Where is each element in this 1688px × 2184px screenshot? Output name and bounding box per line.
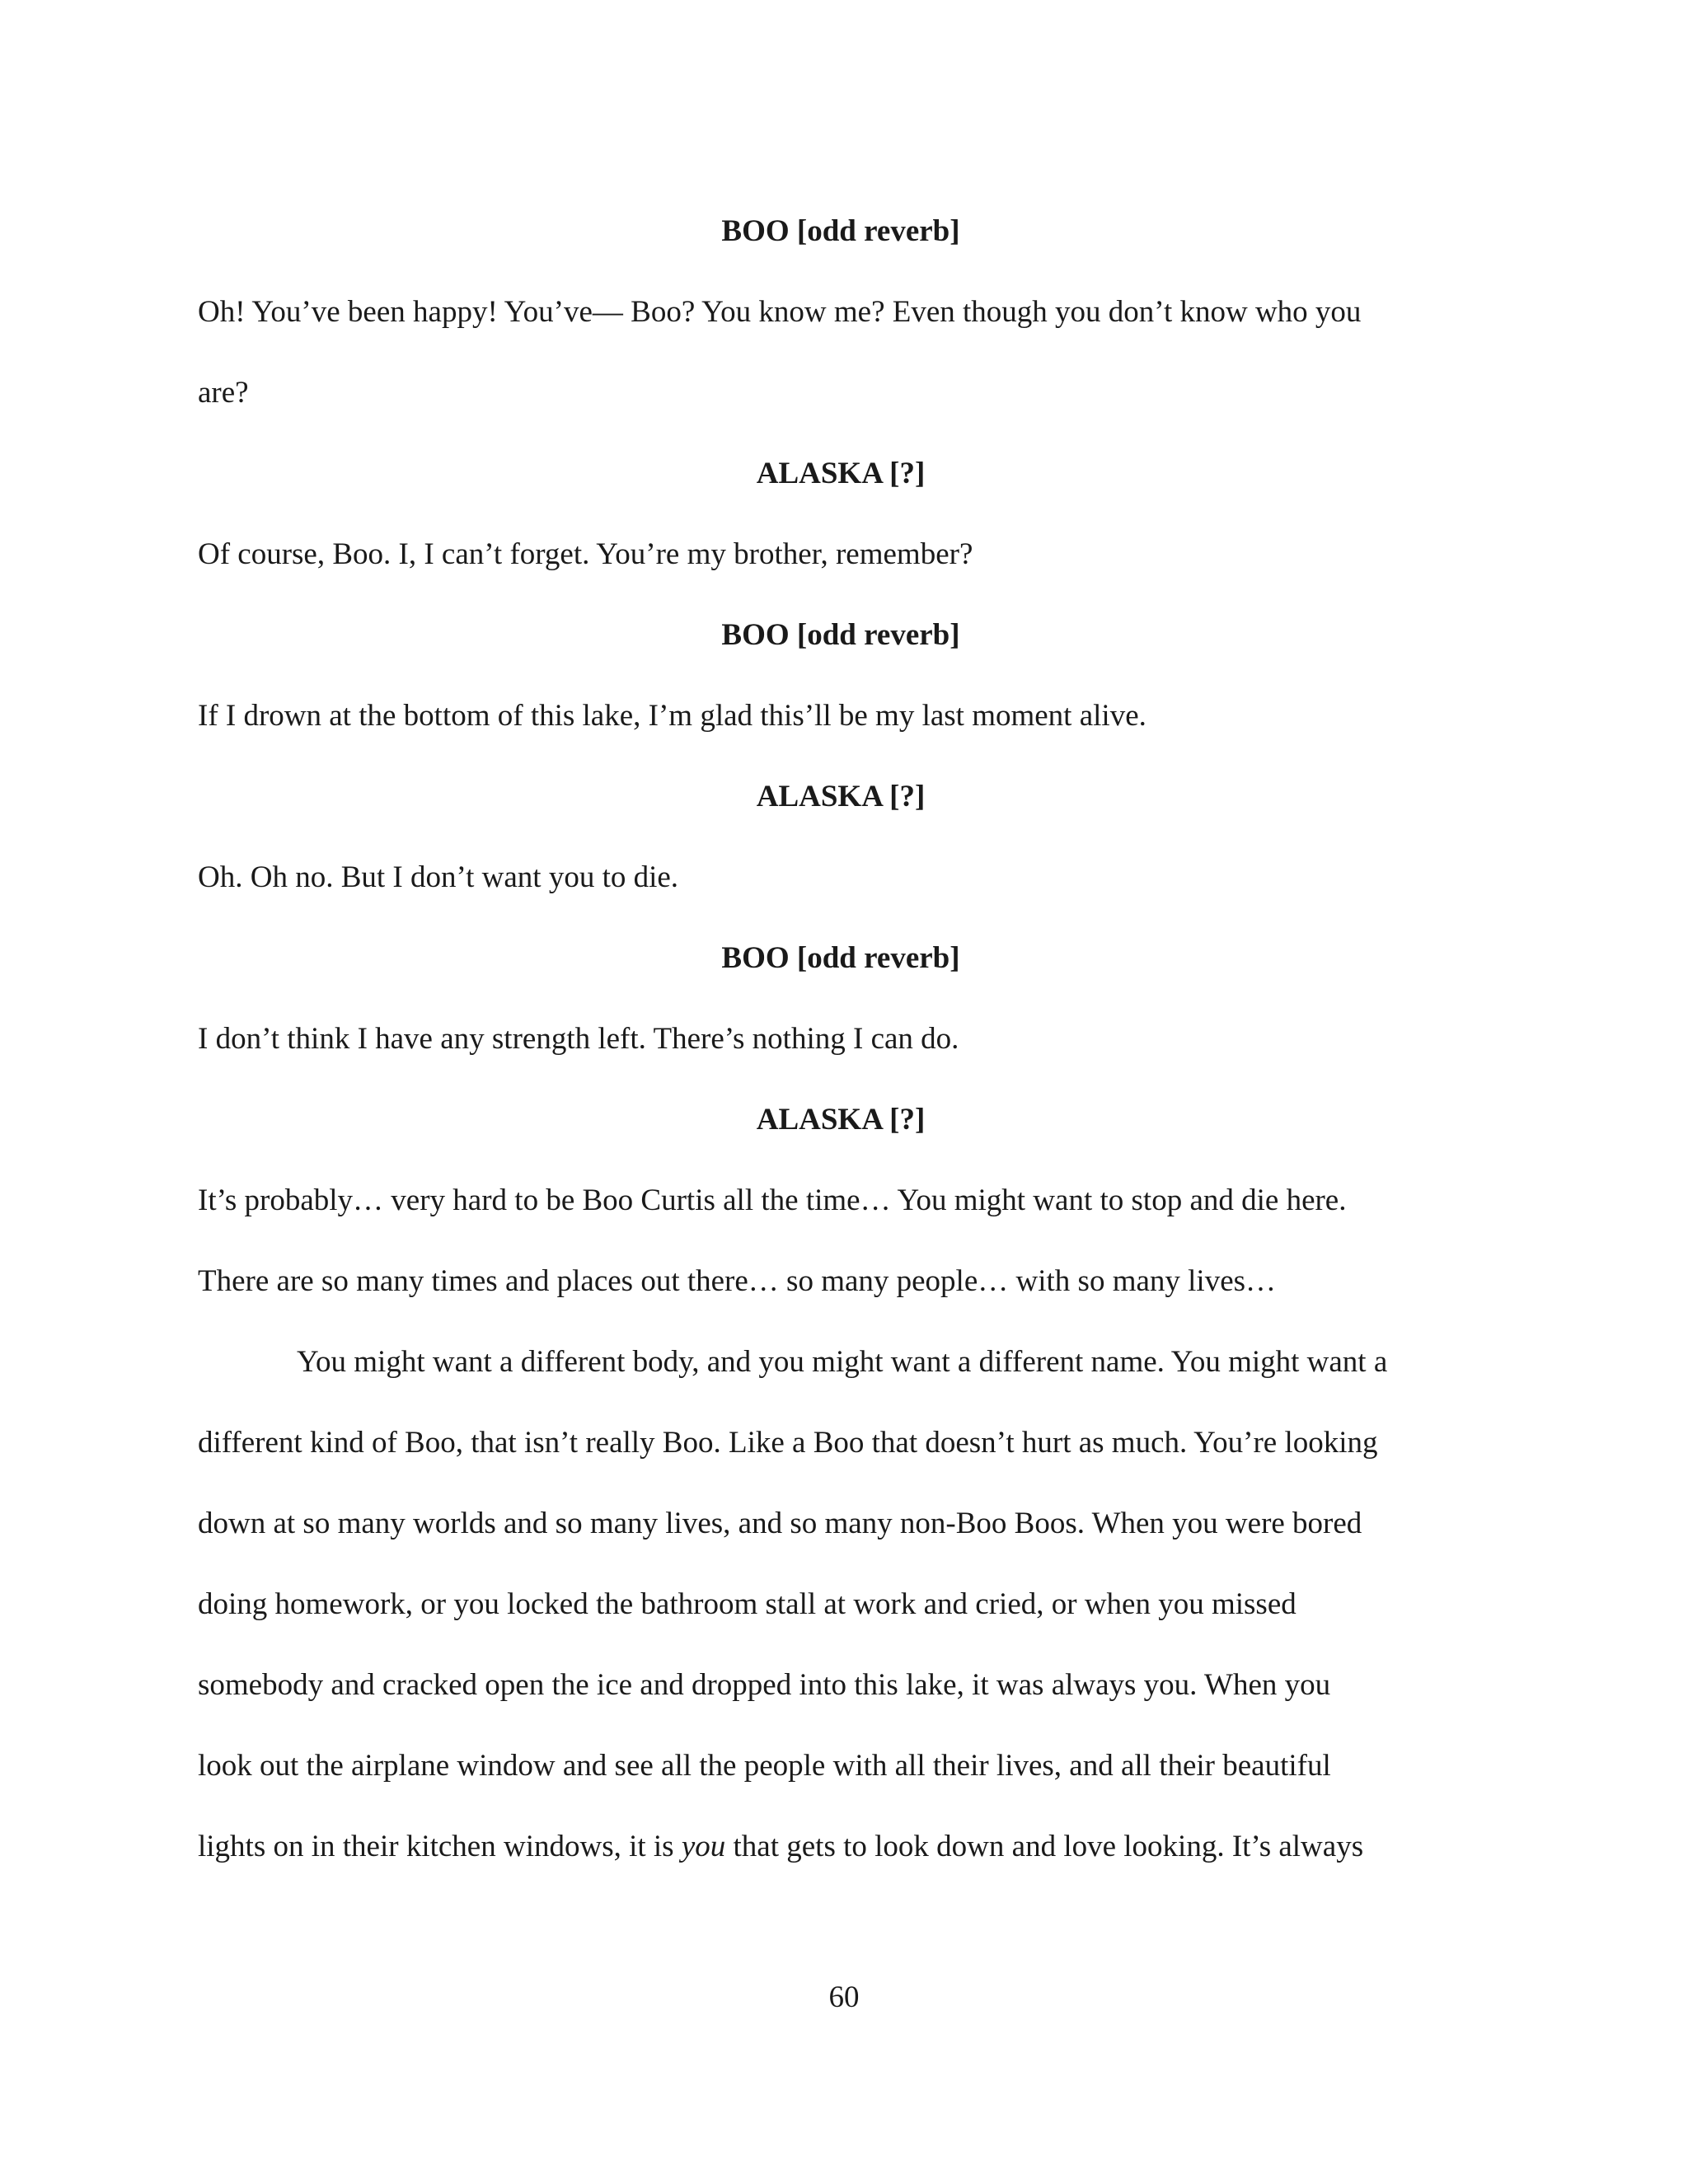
- dialogue-line: I don’t think I have any strength left. There’s nothing I can do.: [198, 1022, 959, 1056]
- dialogue-line: down at so many worlds and so many lives, and so many non-Boo Boos. When you were bored: [198, 1507, 1362, 1540]
- speaker-heading: BOO [odd reverb]: [721, 618, 960, 652]
- dialogue-line-last: [198, 1807, 1484, 1887]
- last-line-after: that gets to look down and love looking. It’s always: [725, 1830, 1364, 1863]
- dialogue-line: There are so many times and places out there… so many people… with so many lives…: [198, 1264, 1277, 1298]
- emphasized-word: you: [681, 1830, 726, 1863]
- dialogue-line: somebody and cracked open the ice and dropped into this lake, it was always you. When you: [198, 1668, 1331, 1702]
- dialogue-line: different kind of Boo, that isn’t really Boo. Like a Boo that doesn’t hurt as much. You’re looking: [198, 1426, 1378, 1460]
- dialogue-line: look out the airplane window and see all the people with all their lives, and all their beautiful: [198, 1749, 1331, 1783]
- dialogue-line: If I drown at the bottom of this lake, I’m glad this’ll be my last moment alive.: [198, 699, 1146, 733]
- dialogue-line-indented: You might want a different body, and you might want a different name. You might want a: [297, 1345, 1388, 1379]
- dialogue-line: Of course, Boo. I, I can’t forget. You’re my brother, remember?: [198, 537, 973, 571]
- page-number: 60: [828, 1980, 860, 2014]
- speaker-heading: ALASKA [?]: [756, 457, 926, 490]
- dialogue-line: It’s probably… very hard to be Boo Curtis all the time… You might want to stop and die here.: [198, 1183, 1347, 1217]
- dialogue-line: Oh. Oh no. But I don’t want you to die.: [198, 860, 679, 894]
- speaker-heading: BOO [odd reverb]: [721, 941, 960, 975]
- last-line-before: lights on in their kitchen windows, it is: [198, 1830, 682, 1863]
- speaker-heading: BOO [odd reverb]: [721, 214, 960, 248]
- speaker-heading: ALASKA [?]: [756, 1103, 926, 1137]
- dialogue-line: Oh! You’ve been happy! You’ve— Boo? You know me? Even though you don’t know who you: [198, 295, 1362, 329]
- speaker-heading: ALASKA [?]: [756, 780, 926, 813]
- script-body: [198, 191, 1484, 1887]
- dialogue-line: doing homework, or you locked the bathroom stall at work and cried, or when you missed: [198, 1587, 1296, 1621]
- dialogue-line: are?: [198, 376, 249, 410]
